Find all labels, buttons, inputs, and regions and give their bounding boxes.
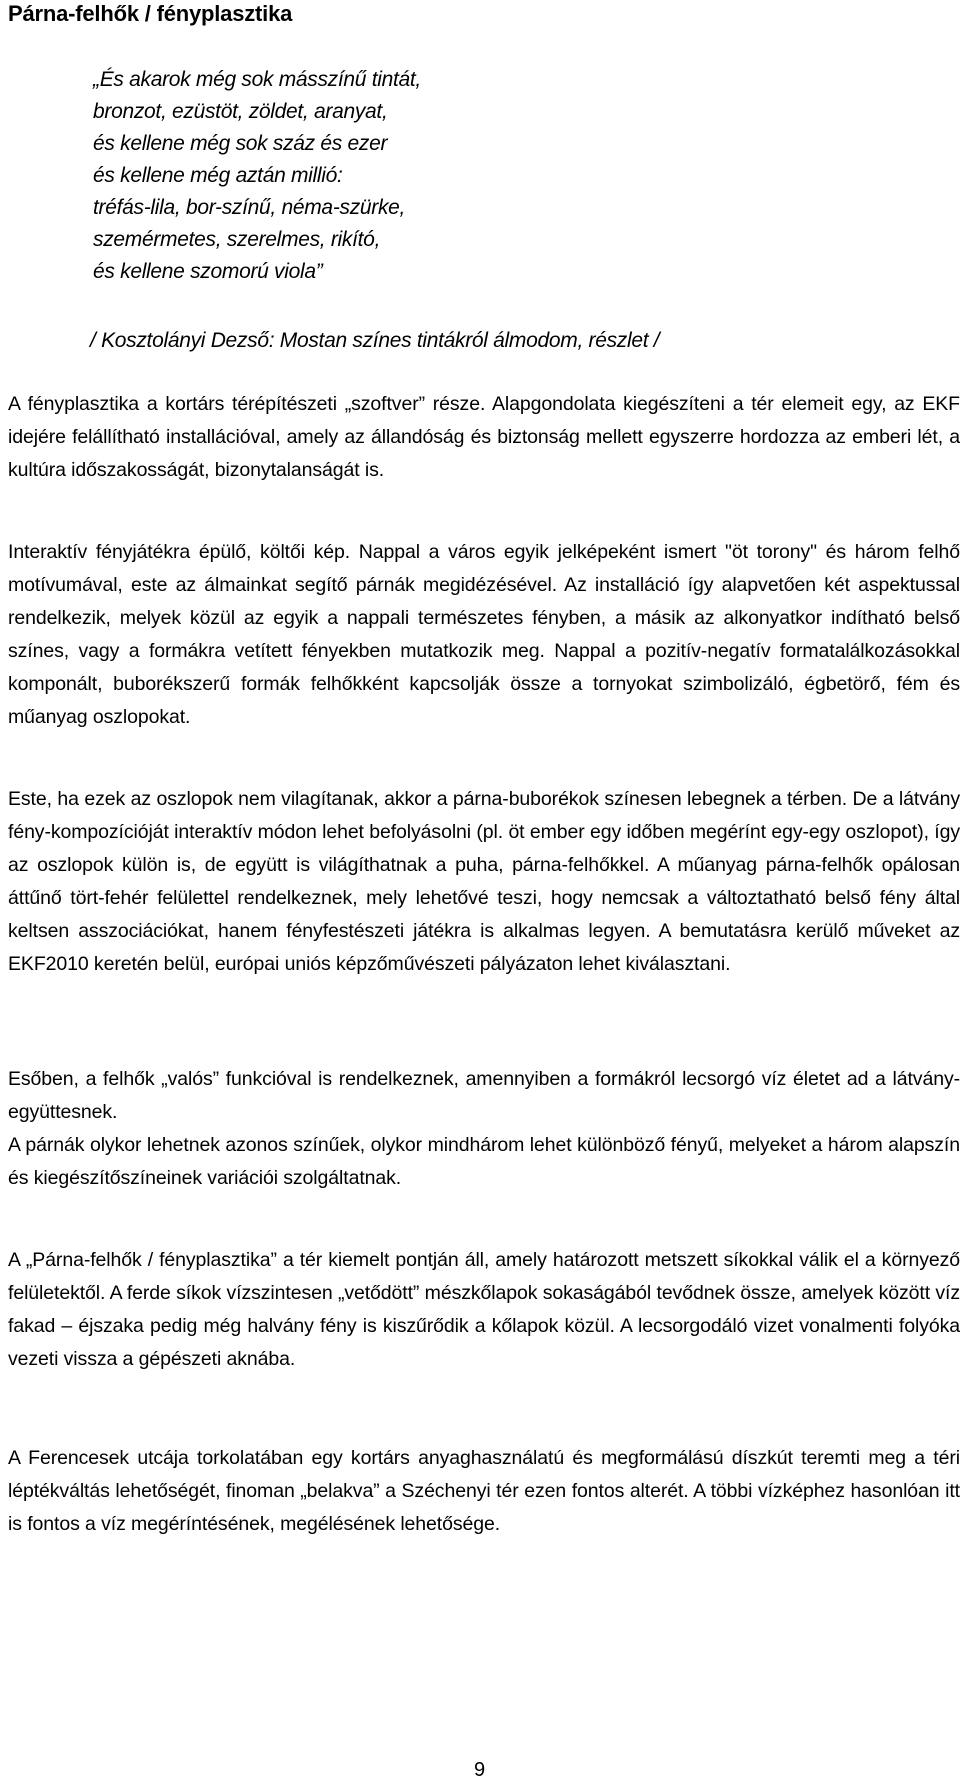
poem-quote [93, 64, 421, 288]
poem-line: és kellene még aztán millió: [93, 164, 343, 187]
poem-line: szemérmetes, szerelmes, rikító, [93, 228, 381, 251]
paragraph: Esőben, a felhők „valós” funkcióval is rendelkeznek, amennyiben a formákról lecsorgó víz életet ad a látvány-együttesnek. [8, 1068, 960, 1123]
paragraph: A fényplasztika a kortárs térépítészeti „szoftver” része. Alapgondolata kiegészíteni a tér elemeit egy, az EKF idejére felállítható installációval, amely az állandóság és biztonság mellett egyszerre hordozza az emberi lét, a kultúra időszakosságát, bizonytalanságát is. [8, 393, 960, 481]
paragraph: A „Párna-felhők / fényplasztika” a tér kiemelt pontján áll, amely határozott metszett síkokkal válik el a környező felületektől. A ferde síkok vízszintesen „vetődött” mészkőlapok sokaságából tevődnek össze, amelyek között víz fakad – éjszaka pedig még halvány fény is kiszűrődik a kőlapok közül. A lecsorgodáló vizet vonalmenti folyóka vezeti vissza a gépészeti aknába. [8, 1249, 960, 1370]
poem-line: és kellene szomorú viola” [93, 260, 323, 283]
paragraph: Este, ha ezek az oszlopok nem vilagítanak, akkor a párna-buborékok színesen lebegnek a térben. De a látvány fény-kompozícióját interaktív módon lehet befolyásolni (pl. öt ember egy időben megérínt egy-egy oszlopot), így az oszlopok külön is, de együtt is világíthatnak a puha, párna-felhőkkel. A műanyag párna-felhők opálosan áttűnő tört-fehér felülettel rendelkeznek, mely lehetővé teszi, hogy nemcsak a változtatható belső fény által keltsen asszociációkat, hanem fényfestészeti játékra is alkalmas legyen. A bemutatásra kerülő műveket az EKF2010 keretén belül, európai uniós képzőművészeti pályázaton lehet kiválasztani. [8, 788, 960, 975]
poem-source: / Kosztolányi Dezső: Mostan színes tintákról álmodom, részlet / [90, 329, 660, 352]
paragraph: Interaktív fényjátékra épülő, költői kép. Nappal a város egyik jelképeként ismert "öt torony" és három felhő motívumával, este az álmainkat segítő párnák megidézésével. Az installáció így alapvetően két aspektussal rendelkezik, melyek közül az egyik a nappali természetes fényben, a másik az alkonyatkor indítható belső színes, vagy a formákra vetített fényekben mutatkozik meg. Nappal a pozitív-negatív formatalálkozásokkal komponált, buborékszerű formák felhőkként kapcsolják össze a tornyokat szimbolizáló, égbetörő, fém és műanyag oszlopokat. [8, 541, 960, 728]
poem-line: tréfás-lila, bor-színű, néma-szürke, [93, 196, 406, 219]
poem-line: „És akarok még sok másszínű tintát, [93, 68, 421, 91]
poem-line: és kellene még sok száz és ezer [93, 132, 388, 155]
document-title: Párna-felhők / fényplasztika [8, 1, 293, 26]
page-number: 9 [474, 1759, 486, 1781]
poem-line: bronzot, ezüstöt, zöldet, aranyat, [93, 100, 388, 123]
paragraph: A Ferencesek utcája torkolatában egy kortárs anyaghasználatú és megformálású díszkút teremti meg a téri léptékváltás lehetőségét, finoman „belakva” a Széchenyi tér ezen fontos alterét. A többi vízképhez hasonlóan itt is fontos a víz megéríntésének, megélésének lehetősége. [8, 1447, 960, 1535]
paragraph: A párnák olykor lehetnek azonos színűek, olykor mindhárom lehet különböző fényű, melyeket a három alapszín és kiegészítőszíneinek variációi szolgáltatnak. [8, 1134, 960, 1189]
